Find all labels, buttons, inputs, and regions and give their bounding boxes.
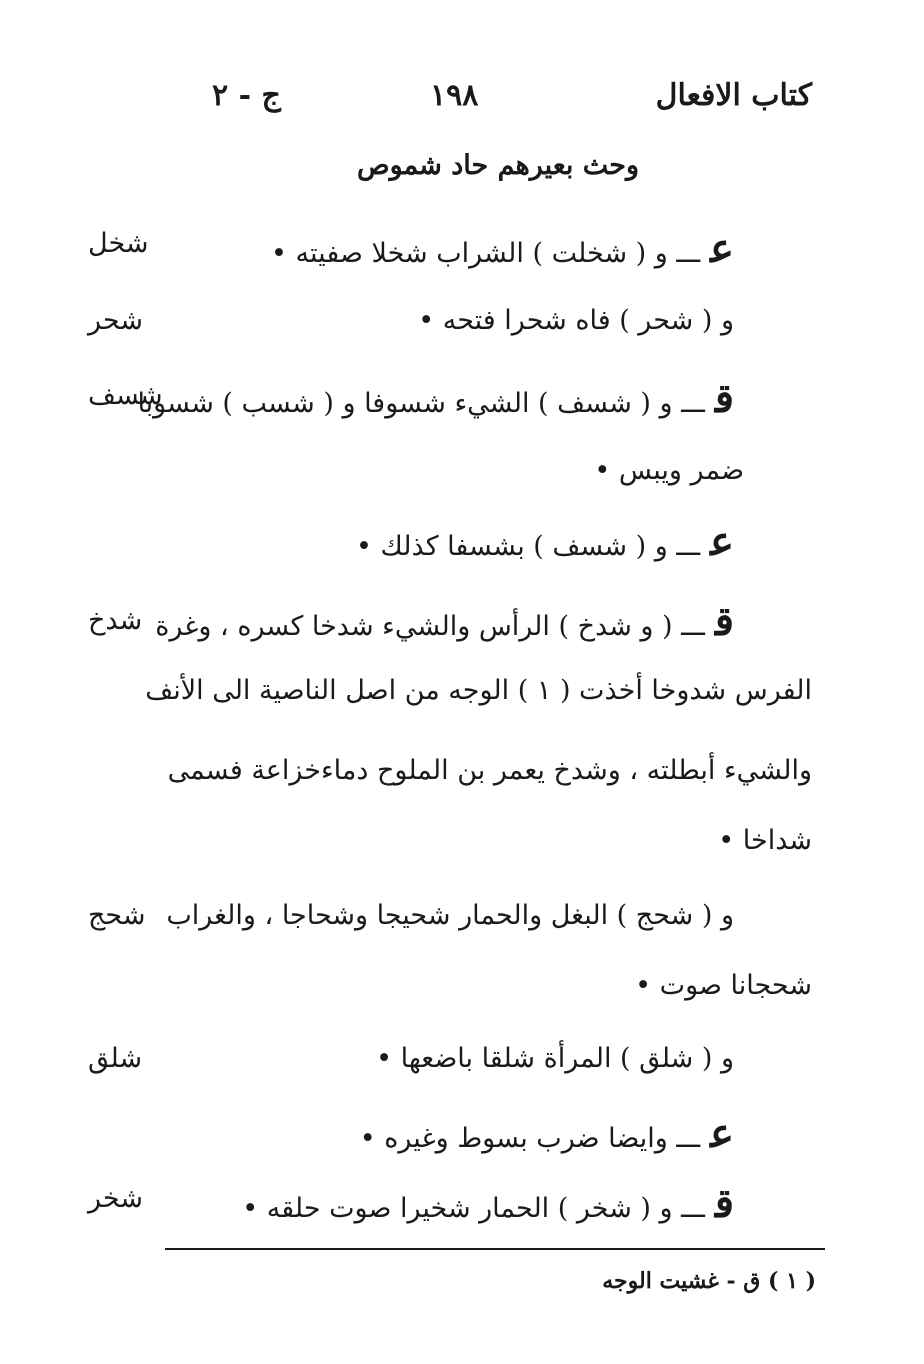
- text-line: [635, 970, 812, 1001]
- source-marker: ع: [710, 518, 734, 565]
- text-line: [155, 598, 734, 645]
- line-text: ـــ وايضا ضرب بسوط وغيره •: [359, 1123, 701, 1154]
- page-number: ١٩٨: [430, 78, 479, 113]
- line-text: ـــ و ( شسف ) بشسفا كذلك •: [356, 531, 701, 562]
- line-text: ـــ ( و شدخ ) الرأس والشيء شدخا كسره ، وغرة: [155, 611, 705, 642]
- text-line: [594, 455, 744, 486]
- text-line: [357, 150, 639, 181]
- line-text: والشيء أبطلته ، وشدخ يعمر بن الملوح دماءخزاعة فسمى: [167, 755, 812, 786]
- page-header: [0, 78, 924, 128]
- line-text: الفرس شدوخا أخذت ( ١ ) الوجه من اصل الناصية الى الأنف: [145, 675, 812, 706]
- text-line: [168, 755, 812, 786]
- line-text: ضمر ويبس •: [594, 455, 744, 486]
- line-text: وحث بعيرهم حاد شموص: [357, 150, 639, 181]
- footnote-divider: [165, 1248, 825, 1250]
- margin-root-word: شخل: [88, 228, 149, 259]
- line-text: و ( شحر ) فاه شحرا فتحه •: [418, 305, 734, 336]
- text-line: [145, 675, 812, 706]
- text-line: [376, 1043, 734, 1074]
- margin-root-word: شحر: [88, 305, 143, 336]
- source-marker: ع: [710, 1110, 734, 1157]
- margin-root-word: شحج: [88, 900, 146, 931]
- text-line: [418, 305, 734, 336]
- text-line: [360, 1110, 734, 1157]
- line-text: و ( شحج ) البغل والحمار شحيجا وشحاجا ، والغراب: [166, 900, 734, 931]
- source-marker: ق: [714, 598, 734, 645]
- text-line: [271, 225, 734, 272]
- line-text: ـــ و ( شخر ) الحمار شخيرا صوت حلقه •: [242, 1193, 705, 1224]
- source-marker: ع: [710, 225, 734, 272]
- source-marker: ق: [714, 375, 734, 422]
- text-line: [718, 825, 812, 856]
- margin-root-word: شخر: [88, 1183, 143, 1214]
- text-line: [242, 1180, 734, 1227]
- text-line: [137, 375, 734, 422]
- line-text: شداخا •: [718, 825, 812, 856]
- line-text: شحجانا صوت •: [635, 970, 812, 1001]
- source-marker: ق: [714, 1180, 734, 1227]
- text-line: [356, 518, 734, 565]
- volume-number: ج - ٢: [212, 78, 281, 113]
- line-text: ـــ و ( شخلت ) الشراب شخلا صفيته •: [271, 238, 701, 269]
- margin-root-word: شسف: [88, 380, 163, 411]
- margin-root-word: شلق: [88, 1043, 143, 1074]
- line-text: و ( شلق ) المرأة شلقا باضعها •: [376, 1043, 734, 1074]
- text-line: [166, 900, 734, 931]
- line-text: ـــ و ( شسف ) الشيء شسوفا و ( شسب ) شسوبا: [137, 388, 705, 419]
- running-title: كتاب الافعال: [655, 78, 812, 113]
- margin-root-word: شدخ: [88, 605, 143, 636]
- footnote: ( ١ ) ق - غشيت الوجه: [602, 1268, 816, 1294]
